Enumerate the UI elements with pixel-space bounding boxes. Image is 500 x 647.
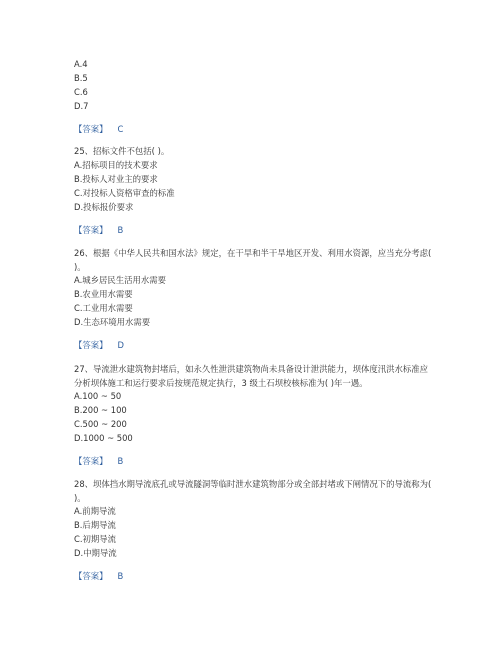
option-b: B.200 ~ 100 <box>74 405 127 415</box>
answer-line <box>74 123 123 135</box>
option-a: A.4 <box>74 59 88 69</box>
option-c: C.初期导流 <box>74 534 117 544</box>
answer-label: 【答案】 <box>74 340 108 350</box>
answer-line <box>74 339 124 351</box>
answer-label: 【答案】 <box>74 456 108 466</box>
question-stem: 27、导流泄水建筑物封堵后，如永久性泄洪建筑物尚未具备设计泄洪能力，坝体度汛洪水标准应分析坝体施工和运行要求后按规范规定执行，3 级土石坝校核标准为( )年一遇。 <box>74 364 429 388</box>
option-a: A.招标项目的技术要求 <box>74 160 158 170</box>
option-c: C.对投标人资格审查的标准 <box>74 188 175 198</box>
option-a: A.100 ~ 50 <box>74 391 122 401</box>
question-stem: 26、根据《中华人民共和国水法》规定，在干旱和半干旱地区开发、利用水资源，应当充分考虑( )。 <box>74 248 432 272</box>
answer-value: B <box>117 456 124 466</box>
answer-value: C <box>117 124 124 134</box>
option-d: D.1000 ~ 500 <box>74 433 133 443</box>
option-b: B.农业用水需要 <box>74 289 133 299</box>
answer-label: 【答案】 <box>74 124 108 134</box>
answer-line <box>74 224 123 236</box>
answer-label: 【答案】 <box>74 571 108 581</box>
option-a: A.城乡居民生活用水需要 <box>74 275 166 285</box>
option-a: A.前期导流 <box>74 506 116 516</box>
option-c: C.工业用水需要 <box>74 303 133 313</box>
answer-line <box>74 455 123 467</box>
option-d: D.投标报价要求 <box>74 202 134 212</box>
option-b: B.投标人对业主的要求 <box>74 174 158 184</box>
option-c: C.500 ~ 200 <box>74 419 127 429</box>
question-stem: 25、招标文件不包括( )。 <box>74 146 170 156</box>
answer-label: 【答案】 <box>74 225 108 235</box>
answer-value: B <box>117 571 124 581</box>
answer-value: D <box>117 340 124 350</box>
answer-value: B <box>117 225 124 235</box>
option-d: D.生态环境用水需要 <box>74 317 151 327</box>
option-b: B.5 <box>74 73 88 83</box>
option-b: B.后期导流 <box>74 520 116 530</box>
answer-line <box>74 570 123 582</box>
option-c: C.6 <box>74 87 88 97</box>
option-d: D.7 <box>74 101 89 111</box>
question-stem: 28、坝体挡水期导流底孔或导流隧洞等临时泄水建筑物部分或全部封堵或下闸情况下的导流称为( )。 <box>74 479 432 503</box>
option-d: D.中期导流 <box>74 548 117 558</box>
